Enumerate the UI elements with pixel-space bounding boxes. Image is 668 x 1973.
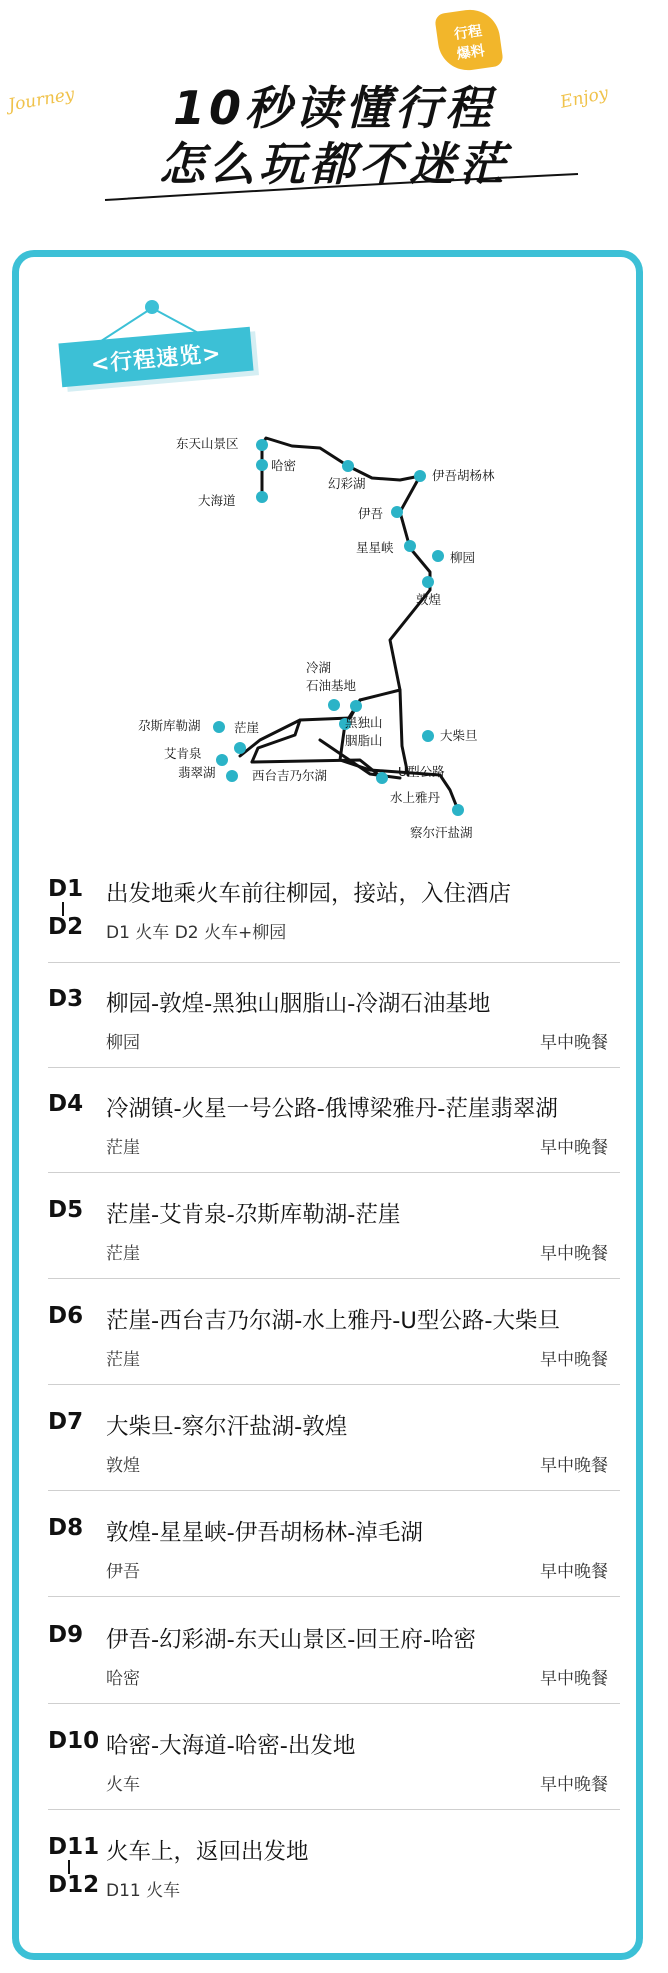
map-label-heidushan: 黑独山 (345, 715, 383, 730)
overview-tag: <行程速览> (58, 327, 253, 388)
map-label-yiwu-huyanglin: 伊吾胡杨林 (432, 468, 495, 483)
map-label-xingxingxia: 星星峡 (356, 540, 394, 555)
day-meals: 早中晚餐 (540, 1669, 608, 1689)
day-row-d6 (48, 1297, 628, 1387)
day-label: D5 (48, 1197, 84, 1223)
page-title-line-1: 10秒读懂行程 (172, 81, 495, 135)
map-label-gasikulehu: 尕斯库勒湖 (138, 718, 201, 733)
divider (48, 1384, 620, 1385)
divider (48, 1067, 620, 1068)
map-label-huancaihu: 幻彩湖 (328, 476, 366, 491)
divider (48, 1703, 620, 1704)
day-route: 茫崖-艾肯泉-尕斯库勒湖-茫崖 (106, 1202, 401, 1228)
day-row-d11-d12 (48, 1828, 628, 1928)
day-route: 哈密-大海道-哈密-出发地 (106, 1733, 356, 1759)
day-meals: 早中晚餐 (540, 1033, 608, 1053)
day-note: 茫崖 (106, 1138, 140, 1158)
day-row-d1-d2 (48, 870, 628, 960)
day-note: 茫崖 (106, 1350, 140, 1370)
day-meals: 早中晚餐 (540, 1775, 608, 1795)
day-note: 火车 (106, 1775, 140, 1795)
map-label-u-road: U型公路 (398, 764, 445, 779)
day-label: D9 (48, 1622, 84, 1648)
route-map (0, 0, 668, 860)
day-route: 大柴旦-察尔汗盐湖-敦煌 (106, 1414, 348, 1440)
day-note: D1 火车 D2 火车+柳园 (106, 923, 287, 943)
badge-line-2: 爆料 (455, 43, 486, 63)
day-label-top: D11 (48, 1834, 100, 1860)
map-label-chaerhanyanhu: 察尔汗盐湖 (410, 825, 473, 840)
day-label: D4 (48, 1091, 84, 1117)
map-label-liuyuan: 柳园 (450, 550, 476, 565)
day-row-d9 (48, 1616, 628, 1706)
day-note: 敦煌 (106, 1456, 140, 1476)
day-meals: 早中晚餐 (540, 1562, 608, 1582)
day-note: D11 火车 (106, 1881, 181, 1901)
divider (48, 1490, 620, 1491)
map-label-yiwu: 伊吾 (358, 506, 384, 521)
day-label-bottom: D12 (48, 1872, 100, 1898)
map-label-dachaidan: 大柴旦 (440, 728, 478, 743)
enjoy-decoration: Enjoy (557, 83, 610, 113)
day-label: D8 (48, 1515, 84, 1541)
day-row-d7 (48, 1403, 628, 1493)
map-label-feicuihu: 翡翠湖 (178, 765, 216, 780)
day-note: 柳园 (106, 1033, 140, 1053)
divider (48, 1278, 620, 1279)
divider (48, 1596, 620, 1597)
day-note: 哈密 (106, 1669, 140, 1689)
day-row-d5 (48, 1191, 628, 1281)
day-route: 冷湖镇-火星一号公路-俄博梁雅丹-茫崖翡翠湖 (106, 1096, 558, 1122)
map-label-hami: 哈密 (271, 458, 297, 473)
day-meals: 早中晚餐 (540, 1138, 608, 1158)
map-label-yanzhishan: 胭脂山 (345, 733, 383, 748)
day-note: 茫崖 (106, 1244, 140, 1264)
journey-decoration: Journey (6, 84, 76, 116)
day-label: D10 (48, 1728, 100, 1754)
day-row-d4 (48, 1085, 628, 1175)
day-meals: 早中晚餐 (540, 1244, 608, 1264)
map-label-lenghu: 冷湖 (306, 660, 332, 675)
divider (48, 962, 620, 963)
day-route: 茫崖-西台吉乃尔湖-水上雅丹-U型公路-大柴旦 (106, 1308, 560, 1334)
map-label-xitaijinaierhu: 西台吉乃尔湖 (252, 768, 328, 783)
map-label-dunhuang: 敦煌 (416, 592, 442, 607)
map-label-dongtianshan: 东天山景区 (176, 436, 239, 451)
page-title-line-2: 怎么玩都不迷茫 (159, 137, 509, 191)
day-row-d10 (48, 1722, 628, 1812)
day-route: 柳园-敦煌-黑独山胭脂山-冷湖石油基地 (106, 991, 491, 1017)
day-row-d8 (48, 1509, 628, 1599)
map-label-shuishangyadan: 水上雅丹 (390, 790, 441, 805)
day-note: 伊吾 (106, 1562, 140, 1582)
divider (48, 1172, 620, 1173)
day-meals: 早中晚餐 (540, 1350, 608, 1370)
day-route: 伊吾-幻彩湖-东天山景区-回王府-哈密 (106, 1627, 476, 1653)
day-label: D6 (48, 1303, 84, 1329)
day-label-top: D1 (48, 876, 84, 902)
map-label-mangya: 茫崖 (234, 720, 260, 735)
day-route: 敦煌-星星峡-伊吾胡杨林-淖毛湖 (106, 1520, 423, 1546)
day-meals: 早中晚餐 (540, 1456, 608, 1476)
map-label-shiyoujidi: 石油基地 (306, 678, 357, 693)
badge-line-1: 行程 (453, 23, 484, 43)
map-label-dahaidao: 大海道 (198, 493, 236, 508)
map-label-aikenquan: 艾肯泉 (164, 746, 202, 761)
day-route: 出发地乘火车前往柳园，接站，入住酒店 (106, 881, 512, 907)
day-label-bottom: D2 (48, 914, 84, 940)
divider (48, 1809, 620, 1810)
day-label: D3 (48, 986, 84, 1012)
day-row-d3 (48, 980, 628, 1070)
day-route: 火车上，返回出发地 (106, 1839, 309, 1865)
day-label: D7 (48, 1409, 84, 1435)
